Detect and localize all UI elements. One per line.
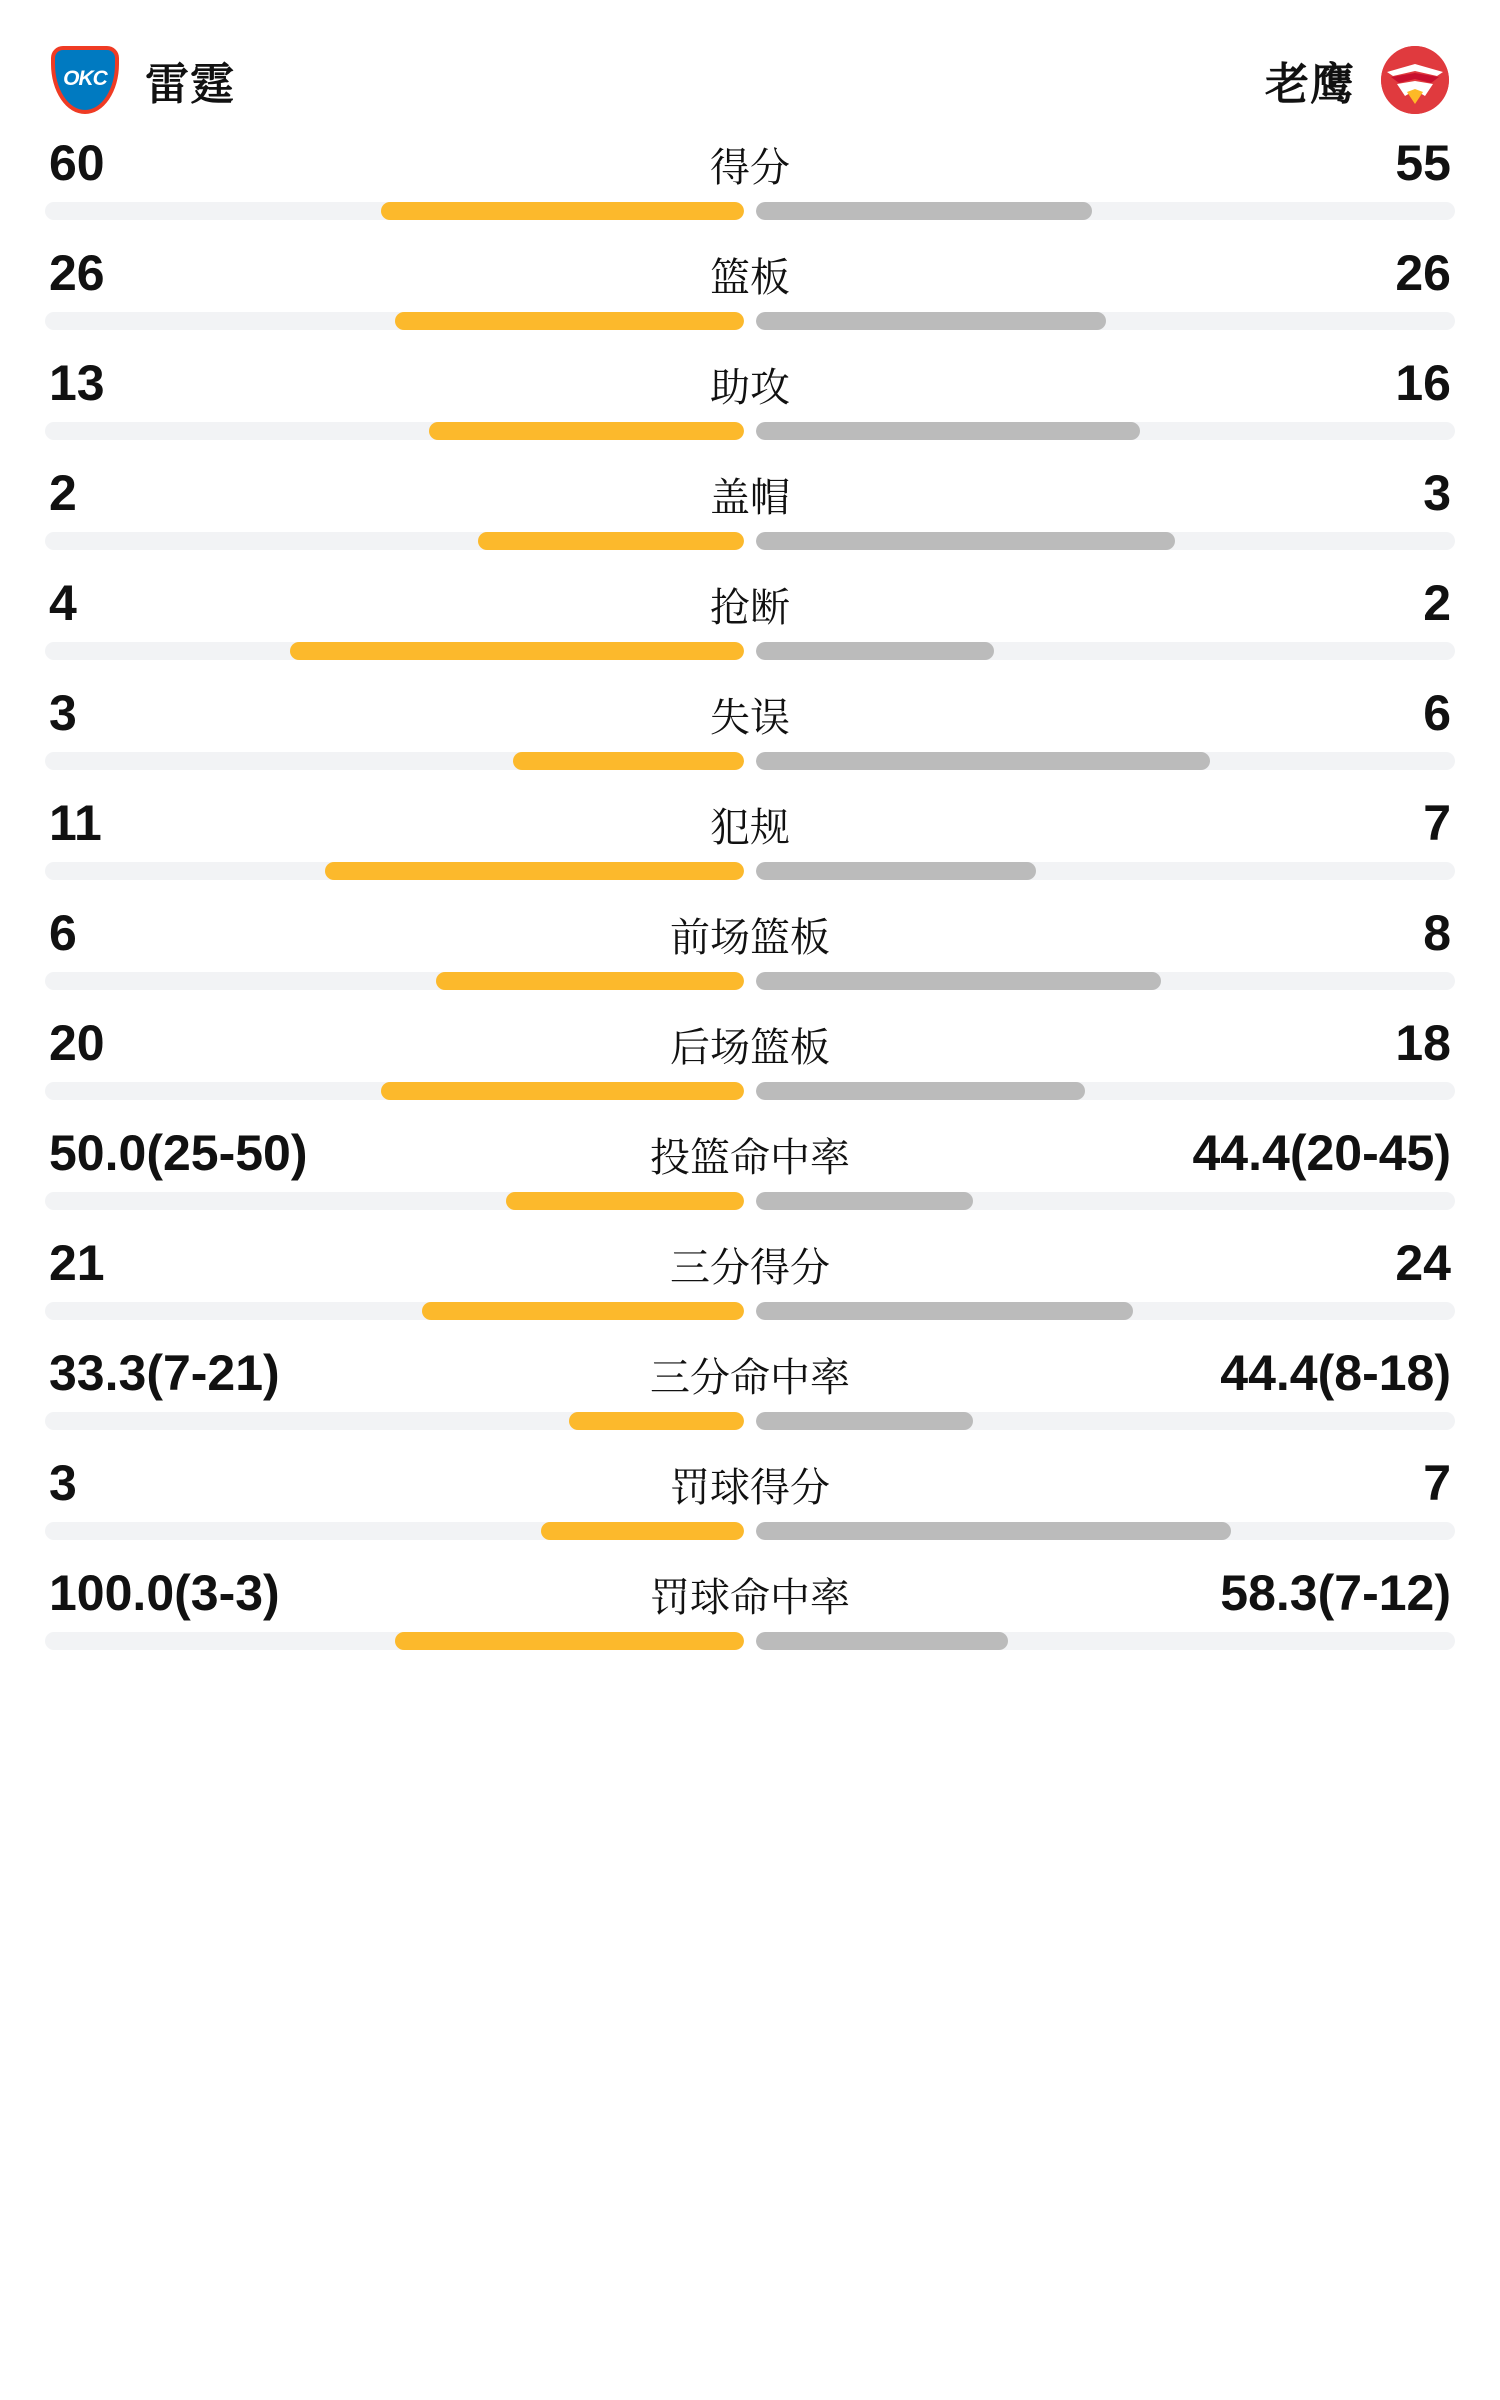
home-stat-value: 50.0(25-50) [49,1125,308,1181]
home-stat-value: 26 [49,245,105,301]
stat-bar-pair [45,312,1455,330]
away-stat-bar-track [756,202,1455,220]
home-stat-bar-track [45,1522,744,1540]
stat-row-values [45,465,1455,532]
stat-bar-pair [45,752,1455,770]
home-stat-bar-track [45,1082,744,1100]
home-stat-bar-fill [290,642,744,660]
stat-row [45,1455,1455,1568]
stat-label: 助攻 [710,366,790,410]
stat-row-values [45,135,1455,202]
home-stat-value: 2 [49,465,77,521]
stat-bar-pair [45,972,1455,990]
away-stat-bar-fill [756,1192,973,1210]
stat-label: 失误 [710,696,790,740]
stat-bar-pair [45,862,1455,880]
away-stat-value: 8 [1423,905,1451,961]
stat-label: 罚球命中率 [650,1576,850,1620]
away-stat-value: 44.4(20-45) [1192,1125,1451,1181]
away-team-name: 老鹰 [1265,60,1355,109]
stat-bar-pair [45,1082,1455,1100]
stat-row [45,685,1455,798]
stat-row-values [45,905,1455,972]
away-stat-bar-track [756,642,1455,660]
home-stat-bar-track [45,1632,744,1650]
home-stat-bar-fill [506,1192,744,1210]
stat-row [45,1565,1455,1678]
stat-row-values [45,685,1455,752]
home-stat-bar-track [45,972,744,990]
away-stat-bar-track [756,312,1455,330]
away-stat-bar-fill [756,1082,1085,1100]
stat-bar-pair [45,642,1455,660]
away-stat-value: 7 [1423,795,1451,851]
home-stat-bar-fill [541,1522,744,1540]
away-stat-bar-fill [756,642,994,660]
away-stat-bar-fill [756,1302,1133,1320]
okc-thunder-logo-icon [51,46,119,114]
stat-row [45,135,1455,248]
stat-row [45,1345,1455,1458]
home-team[interactable] [51,46,235,114]
away-stat-value: 18 [1395,1015,1451,1071]
stat-label: 得分 [710,146,790,190]
home-stat-bar-fill [429,422,744,440]
stat-label: 抢断 [710,586,790,630]
home-stat-value: 6 [49,905,77,961]
home-stat-bar-fill [569,1412,744,1430]
stat-row-values [45,1345,1455,1412]
away-stat-bar-track [756,1632,1455,1650]
home-stat-bar-track [45,312,744,330]
home-stat-bar-fill [381,1082,744,1100]
stat-row-values [45,795,1455,862]
home-stat-bar-track [45,1302,744,1320]
home-stat-value: 13 [49,355,105,411]
stat-bar-pair [45,1632,1455,1650]
away-stat-value: 58.3(7-12) [1220,1565,1451,1621]
away-stat-bar-track [756,752,1455,770]
away-stat-value: 26 [1395,245,1451,301]
stat-bar-pair [45,532,1455,550]
stat-row [45,1235,1455,1348]
home-stat-bar-fill [422,1302,744,1320]
away-stat-value: 55 [1395,135,1451,191]
home-stat-bar-fill [395,312,745,330]
away-stat-bar-fill [756,1412,973,1430]
stat-label: 三分得分 [670,1246,830,1290]
home-stat-bar-track [45,422,744,440]
stat-bar-pair [45,1522,1455,1540]
stat-row [45,1015,1455,1128]
atlanta-hawks-logo-icon [1381,46,1449,114]
away-stat-bar-track [756,972,1455,990]
away-stat-bar-fill [756,422,1140,440]
stat-bar-pair [45,422,1455,440]
home-stat-value: 11 [49,795,102,851]
stat-row [45,575,1455,688]
away-stat-bar-track [756,1192,1455,1210]
home-stat-bar-fill [325,862,744,880]
home-stat-bar-track [45,1192,744,1210]
away-stat-value: 44.4(8-18) [1220,1345,1451,1401]
home-stat-value: 100.0(3-3) [49,1565,280,1621]
stat-bar-pair [45,1192,1455,1210]
home-stat-value: 20 [49,1015,105,1071]
stat-row-values [45,245,1455,312]
matchup-header [45,30,1455,130]
stat-label: 后场篮板 [670,1026,830,1070]
stat-label: 三分命中率 [650,1356,850,1400]
stat-label: 罚球得分 [670,1466,830,1510]
stat-row-values [45,1015,1455,1082]
away-stat-bar-track [756,532,1455,550]
stat-row [45,355,1455,468]
home-stat-bar-track [45,642,744,660]
stat-rows [45,130,1455,1678]
stat-row [45,795,1455,908]
away-stat-value: 2 [1423,575,1451,631]
away-stat-bar-track [756,1302,1455,1320]
away-stat-bar-fill [756,532,1175,550]
stat-row-values [45,1565,1455,1632]
home-stat-value: 33.3(7-21) [49,1345,280,1401]
home-stat-bar-track [45,202,744,220]
home-stat-bar-track [45,862,744,880]
away-stat-bar-fill [756,1522,1231,1540]
away-stat-bar-track [756,422,1455,440]
home-stat-bar-fill [436,972,744,990]
stat-row [45,1125,1455,1238]
stat-row-values [45,355,1455,422]
stat-label: 犯规 [710,806,790,850]
away-team[interactable] [1265,46,1449,114]
away-stat-bar-fill [756,862,1036,880]
stat-row [45,245,1455,358]
away-stat-value: 6 [1423,685,1451,741]
home-stat-value: 21 [49,1235,105,1291]
okc-logo-text: OKC [63,66,107,90]
stat-row-values [45,575,1455,642]
away-stat-bar-track [756,862,1455,880]
stat-label: 盖帽 [710,476,790,520]
away-stat-bar-track [756,1082,1455,1100]
home-stat-bar-fill [381,202,744,220]
stat-bar-pair [45,202,1455,220]
home-stat-value: 3 [49,1455,77,1511]
stat-bar-pair [45,1412,1455,1430]
stat-row-values [45,1455,1455,1522]
stat-bar-pair [45,1302,1455,1320]
home-stat-bar-track [45,532,744,550]
home-stat-bar-track [45,752,744,770]
away-stat-bar-fill [756,752,1210,770]
home-team-name: 雷霆 [145,60,235,109]
away-stat-value: 3 [1423,465,1451,521]
away-stat-bar-fill [756,202,1092,220]
stat-row [45,465,1455,578]
away-stat-value: 24 [1395,1235,1451,1291]
home-stat-value: 60 [49,135,105,191]
away-stat-bar-track [756,1522,1455,1540]
stat-label: 前场篮板 [670,916,830,960]
home-stat-bar-track [45,1412,744,1430]
home-stat-value: 4 [49,575,77,631]
home-stat-bar-fill [478,532,744,550]
away-stat-bar-fill [756,1632,1008,1650]
away-stat-bar-fill [756,312,1106,330]
stat-label: 篮板 [710,256,790,300]
stat-row [45,905,1455,1018]
home-stat-bar-fill [513,752,744,770]
stat-row-values [45,1125,1455,1192]
home-stat-value: 3 [49,685,77,741]
home-stat-bar-fill [395,1632,745,1650]
away-stat-bar-track [756,1412,1455,1430]
away-stat-bar-fill [756,972,1161,990]
stat-row-values [45,1235,1455,1302]
stat-label: 投篮命中率 [650,1136,850,1180]
away-stat-value: 16 [1395,355,1451,411]
away-stat-value: 7 [1423,1455,1451,1511]
